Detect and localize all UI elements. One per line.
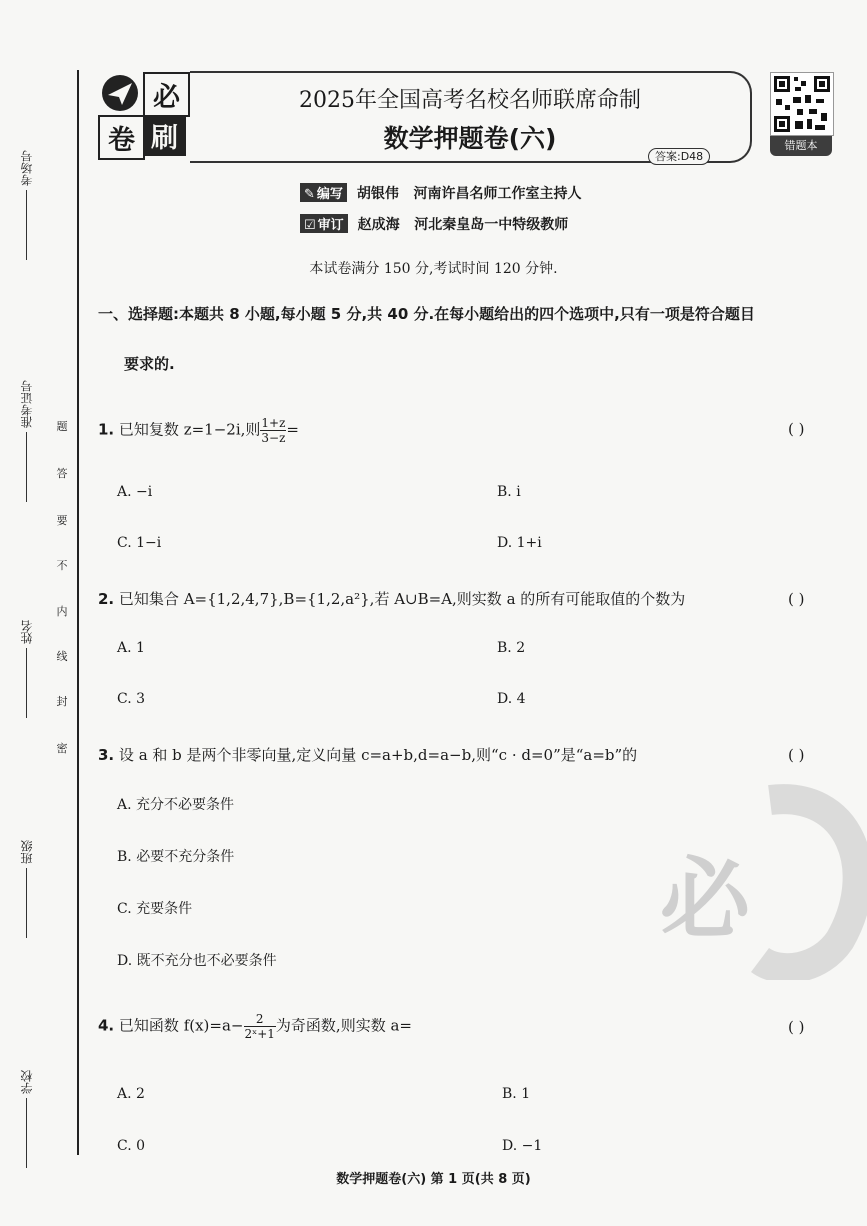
option-d[interactable]: D. 既不充分也不必要条件	[117, 953, 277, 969]
logo-char: 必	[143, 72, 190, 117]
option-a[interactable]: A. 1	[117, 640, 145, 656]
field-exam-room: 考场号	[18, 150, 34, 260]
option-b[interactable]: B. 2	[497, 640, 526, 656]
option-d[interactable]: D. 1+i	[497, 535, 542, 551]
section-heading-cont: 要求的.	[124, 355, 175, 373]
option-a[interactable]: A. 充分不必要条件	[117, 797, 235, 813]
option-b[interactable]: B. 必要不充分条件	[117, 849, 235, 865]
option-d[interactable]: D. 4	[497, 691, 526, 707]
question-2: 2. 已知集合 A={1,2,4,7},B={1,2,a²},若 A∪B=A,则实数 a 的所有可能取值的个数为	[98, 590, 686, 608]
credit-tag: ☑ 审订	[300, 214, 348, 233]
seal-char: 密	[56, 742, 68, 755]
watermark-char: 必	[660, 847, 750, 952]
fraction: $\frac{1+z}{3-z}$	[261, 416, 286, 445]
field-class: 班级	[18, 840, 34, 938]
credit-reviewer: ☑ 审订 赵成海 河北秦皇岛一中特级教师	[300, 214, 568, 234]
answer-code: 答案:D48	[648, 148, 710, 165]
exam-title-line2: 数学押题卷(六)	[383, 124, 557, 153]
field-ticket-number: 准考证号	[18, 380, 34, 502]
field-school: 学校	[18, 1070, 34, 1168]
question-4: 4. 已知函数 f(x)=a− $\frac{2}{\text{2ˣ+1}}$ 为奇函数,则实数 a=	[98, 1012, 412, 1041]
logo-char: 卷	[98, 115, 145, 160]
qr-code-icon[interactable]	[770, 72, 834, 136]
paper-plane-icon	[98, 72, 141, 113]
exam-note: 本试卷满分 150 分,考试时间 120 分钟.	[309, 261, 558, 277]
seal-char: 封	[56, 695, 68, 708]
answer-blank[interactable]: ( )	[788, 420, 805, 438]
brand-logo	[98, 72, 188, 158]
option-b[interactable]: B. i	[497, 484, 521, 500]
seal-char: 答	[56, 467, 68, 480]
credit-tag: ✎ 编写	[300, 183, 347, 202]
seal-char: 题	[56, 420, 68, 433]
binding-line	[77, 70, 79, 1155]
option-a[interactable]: A. 2	[117, 1086, 145, 1102]
seal-char: 内	[56, 605, 68, 618]
exam-title-line1: 2025年全国高考名校名师联席命制	[299, 88, 641, 113]
seal-char: 不	[56, 559, 68, 572]
pen-icon: ✎	[304, 187, 315, 202]
logo-char: 刷	[143, 115, 186, 156]
field-name: 姓名	[18, 620, 34, 718]
option-c[interactable]: C. 1−i	[117, 535, 162, 551]
answer-blank[interactable]: ( )	[788, 746, 805, 764]
option-d[interactable]: D. −1	[502, 1138, 543, 1154]
option-c[interactable]: C. 充要条件	[117, 901, 193, 917]
option-c[interactable]: C. 0	[117, 1138, 146, 1154]
seal-char: 要	[56, 514, 68, 527]
section-heading: 一、选择题:本题共 8 小题,每小题 5 分,共 40 分.在每小题给出的四个选项中,只有一项是符合题目	[98, 305, 755, 323]
page-footer: 数学押题卷(六) 第 1 页(共 8 页)	[336, 1172, 531, 1187]
option-c[interactable]: C. 3	[117, 691, 146, 707]
option-b[interactable]: B. 1	[502, 1086, 531, 1102]
answer-blank[interactable]: ( )	[788, 1018, 805, 1036]
watermark-logo	[650, 780, 867, 980]
seal-char: 线	[56, 650, 68, 663]
question-1: 1. 已知复数 z=1−2i,则 $\frac{1+z}{3-z}$ =	[98, 416, 299, 445]
check-icon: ☑	[304, 218, 316, 233]
answer-blank[interactable]: ( )	[788, 590, 805, 608]
option-a[interactable]: A. −i	[117, 484, 153, 500]
wrong-question-book-label: 错题本	[770, 136, 832, 156]
fraction: $\frac{2}{\text{2ˣ+1}}$	[244, 1012, 275, 1041]
credit-author: ✎ 编写 胡银伟 河南许昌名师工作室主持人	[300, 183, 582, 203]
question-3: 3. 设 a 和 b 是两个非零向量,定义向量 c=a+b,d=a−b,则“c · d=0”是“a=b”的	[98, 746, 638, 764]
